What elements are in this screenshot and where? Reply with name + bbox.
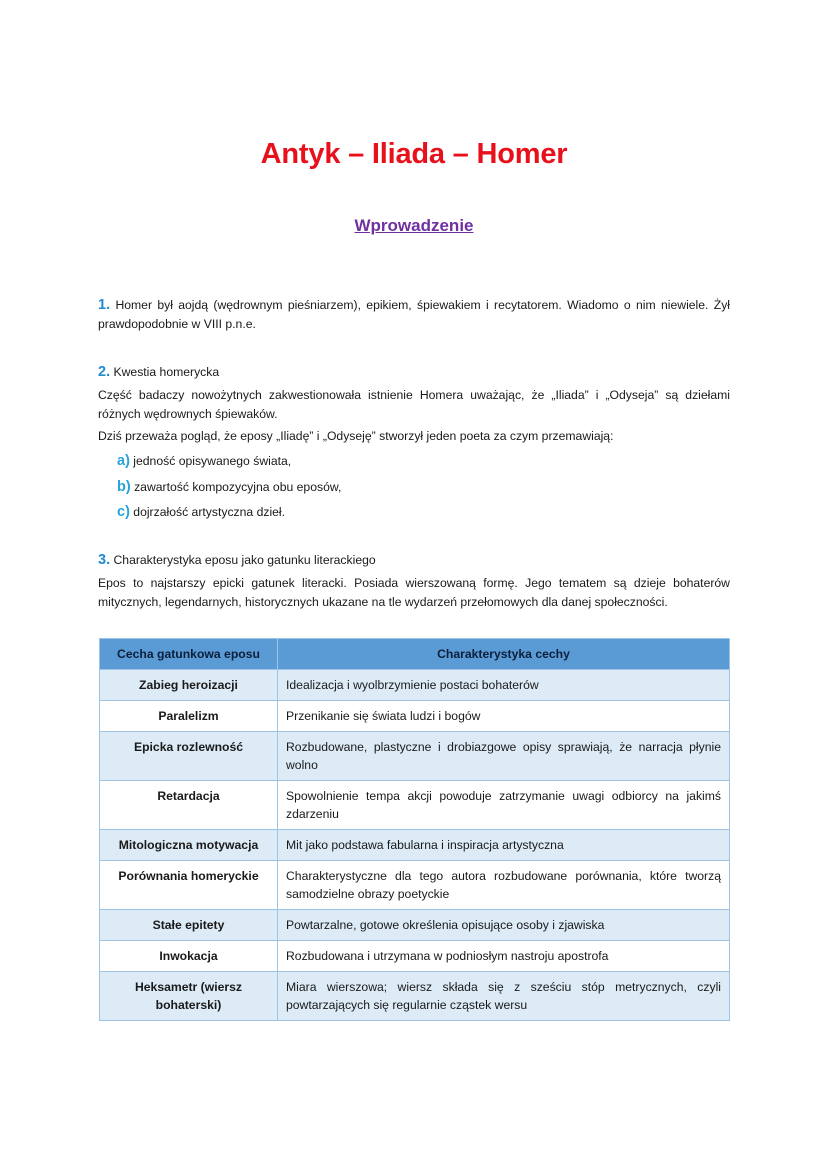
feature-cell: Zabieg heroizacji — [100, 670, 278, 701]
page-title: Antyk – Iliada – Homer — [260, 138, 568, 170]
description-cell: Miara wierszowa; wiersz składa się z sześciu stóp metrycznych, czyli powtarzających się regularnie cząstek wersu — [278, 972, 730, 1021]
section-2-paragraph-1: Część badaczy nowożytnych zakwestionowała istnienie Homera uważając, że „Iliada” i „Odyseja” są dziełami różnych wędrownych śpiewaków. — [98, 388, 730, 421]
description-cell: Charakterystyczne dla tego autora rozbudowane porównania, które tworzą samodzielne obrazy poetyckie — [278, 861, 730, 910]
section-3 — [98, 551, 730, 612]
section-3-number: 3. — [98, 552, 111, 568]
list-label: a) — [117, 453, 130, 469]
table-row — [100, 972, 730, 1021]
feature-cell: Stałe epitety — [100, 910, 278, 941]
feature-cell: Porównania homeryckie — [100, 861, 278, 910]
list-item-a: a) jedność opisywanego świata, — [117, 453, 292, 469]
table-row — [100, 941, 730, 972]
section-1-text: 1. Homer był aojdą (wędrownym pieśniarzem), epikiem, śpiewakiem i recytatorem. Wiadomo o nim niewiele. Żył prawdopodobnie w VIII p.n.e. — [98, 297, 731, 331]
table-row — [100, 861, 730, 910]
description-cell: Mit jako podstawa fabularna i inspiracja artystyczna — [278, 830, 730, 861]
table-row — [100, 781, 730, 830]
section-1-number: 1. — [98, 297, 111, 313]
list-label: c) — [117, 504, 130, 520]
section-3-heading: 3. Charakterystyka eposu jako gatunku literackiego — [98, 552, 376, 568]
section-2-number: 2. — [98, 364, 111, 380]
page-subtitle: Wprowadzenie — [354, 216, 474, 235]
list-label: b) — [117, 479, 131, 495]
table-header-row — [100, 639, 730, 670]
feature-cell: Retardacja — [100, 781, 278, 830]
table-header-feature: Cecha gatunkowa eposu — [100, 639, 278, 670]
section-2-paragraph-2: Dziś przeważa pogląd, że eposy „Iliadę” i „Odyseję” stworzył jeden poeta za czym przemawiają: — [98, 429, 614, 443]
table-row — [100, 701, 730, 732]
feature-cell: Inwokacja — [100, 941, 278, 972]
section-3-paragraph: Epos to najstarszy epicki gatunek literacki. Posiada wierszowaną formę. Jego tematem są dzieje bohaterów mitycznych, legendarnych, historycznych ukazane na tle wydarzeń przełomowych dla danej społeczności. — [98, 576, 730, 609]
section-2 — [98, 363, 730, 446]
table-row — [100, 732, 730, 781]
description-cell: Spowolnienie tempa akcji powoduje zatrzymanie uwagi odbiorcy na jakimś zdarzeniu — [278, 781, 730, 830]
epos-features-table — [99, 638, 730, 1021]
section-1 — [98, 296, 730, 334]
section-2-heading: 2. Kwestia homerycka — [98, 364, 220, 380]
description-cell: Rozbudowana i utrzymana w podniosłym nastroju apostrofa — [278, 941, 730, 972]
feature-cell: Heksametr (wiersz bohaterski) — [100, 972, 278, 1021]
description-cell: Powtarzalne, gotowe określenia opisujące osoby i zjawiska — [278, 910, 730, 941]
feature-cell: Epicka rozlewność — [100, 732, 278, 781]
description-cell: Rozbudowane, plastyczne i drobiazgowe opisy sprawiają, że narracja płynie wolno — [278, 732, 730, 781]
table-row — [100, 910, 730, 941]
description-cell: Przenikanie się świata ludzi i bogów — [278, 701, 730, 732]
table-header-description: Charakterystyka cechy — [278, 639, 730, 670]
description-cell: Idealizacja i wyolbrzymienie postaci bohaterów — [278, 670, 730, 701]
list-item-c: c) dojrzałość artystyczna dzieł. — [117, 504, 286, 520]
table-row — [100, 670, 730, 701]
table-row — [100, 830, 730, 861]
feature-cell: Paralelizm — [100, 701, 278, 732]
list-item-b: b) zawartość kompozycyjna obu eposów, — [117, 479, 342, 495]
feature-cell: Mitologiczna motywacja — [100, 830, 278, 861]
